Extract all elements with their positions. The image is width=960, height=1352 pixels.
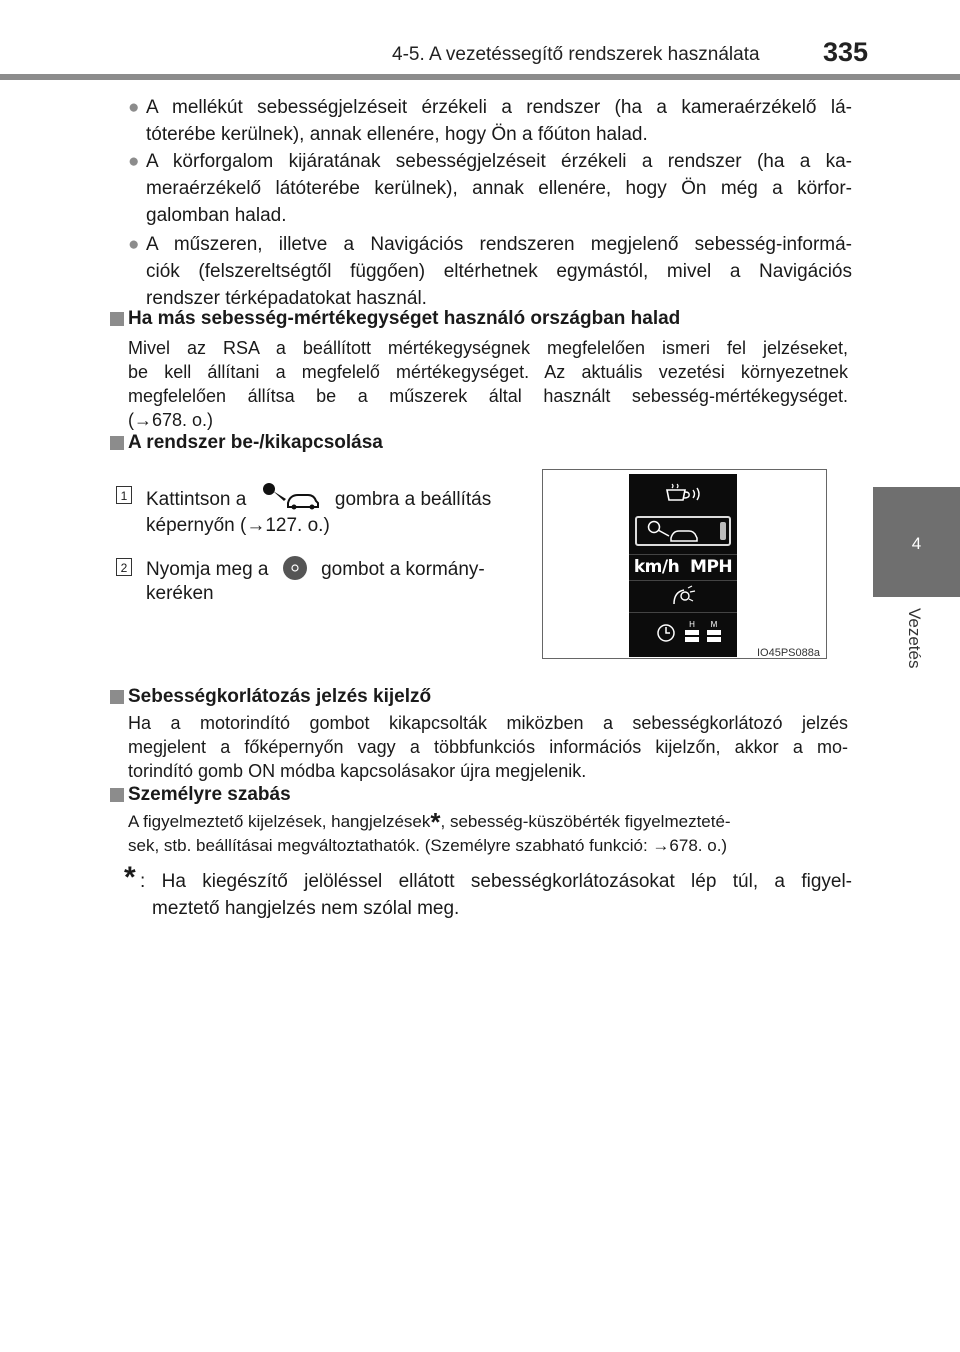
display-divider [629, 554, 737, 555]
step-2-text-after: gombot a kormány- [321, 559, 485, 580]
sensor-settings-icon [629, 584, 737, 613]
settings-button-icon [260, 481, 322, 511]
timer-h-bar [685, 630, 699, 635]
page-number: 335 [823, 37, 869, 67]
bullet-icon: ● [128, 151, 140, 172]
step-number-2: 2 [116, 558, 132, 576]
bullet-2-line: A körforgalom kijáratának sebességjelzéseit érzékeli a rendszer (ha a ka- [146, 151, 852, 172]
display-divider [629, 580, 737, 581]
header-divider [0, 74, 960, 80]
timer-m-bar [707, 630, 721, 635]
step-1-line-1 [146, 481, 491, 513]
instrument-display [629, 474, 737, 657]
step-1-text-before: Kattintson a [146, 489, 247, 510]
bullet-3-line: A műszeren, illetve a Navigációs rendszeren megjelenő sebesség-informá- [146, 234, 852, 255]
custom-line-1-after: , sebesség-küszöbérték figyelmezteté- [440, 812, 731, 831]
heading-onoff: A rendszer be-/kikapcsolása [128, 432, 383, 453]
selection-scrollbar [720, 522, 726, 540]
chapter-name-container [902, 608, 930, 688]
bullet-3-line: ciók (felszereltségtől függően) eltérhetnek egymástól, mivel a Navigációs [146, 261, 852, 282]
bullet-3 [146, 231, 852, 312]
step-number-1: 1 [116, 486, 132, 504]
display-line: Ha a motorindító gombot kikapcsolták miközben a sebességkorlátozó jelzés [128, 713, 848, 733]
bullet-2-line: galomban halad. [146, 205, 287, 226]
step-1-line-2: képernyőn (→127. o.) [146, 515, 330, 536]
bullet-icon: ● [128, 97, 140, 118]
speed-units-label: km/h MPH [633, 557, 733, 577]
bullet-1-line: A mellékút sebességjelzéseit érzékeli a rendszer (ha a kameraérzékelő lá- [146, 97, 852, 118]
footnote-paragraph [140, 868, 852, 922]
bullet-1-line: tóterébe kerülnek), annak ellenére, hogy Ön a főúton halad. [146, 124, 648, 145]
timer-m-bar [707, 637, 721, 642]
step-1-text-after: gombra a beállítás [334, 489, 492, 510]
steering-button-icon [282, 555, 308, 581]
heading-display: Sebességkorlátozás jelzés kijelző [128, 686, 432, 707]
section-marker [110, 690, 124, 704]
bullet-2-line: meraérzékelő látóterébe kerülnek), annak ellenére, hogy Ön még a körfor- [146, 178, 852, 199]
footnote-line: meztető hangjelzés nem szólal meg. [152, 898, 460, 919]
footnote-mark: * [124, 861, 136, 894]
bullet-1 [146, 94, 852, 148]
section-marker [110, 436, 124, 450]
bullet-icon: ● [128, 234, 140, 255]
display-line: megjelent a főképernyőn vagy a többfunkciós információs kijelzőn, akkor a mo- [128, 737, 848, 757]
section-title: 4-5. A vezetéssegítő rendszerek használata [392, 44, 760, 65]
section-marker [110, 312, 124, 326]
timer-m-label: M [710, 620, 718, 629]
display-line: torindító gomb ON módba kapcsolásakor újra megjelenik. [128, 761, 587, 781]
custom-line-2: sek, stb. beállításai megváltoztathatók. (Személyre szabható funkció: →678. o.) [128, 836, 728, 855]
chapter-name: Vezetés [905, 608, 924, 669]
figure-code: IO45PS088a [757, 647, 820, 659]
units-line: megfelelően állítsa be a műszerek által használt sebesség-mértékegységet. [128, 386, 848, 406]
footnote-line: : Ha kiegészítő jelöléssel ellátott sebességkorlátozásokat lép túl, a figyel- [140, 871, 852, 892]
bullet-2 [146, 148, 852, 229]
section-marker [110, 788, 124, 802]
units-line: (→678. o.) [128, 410, 214, 430]
clock-icon [655, 622, 677, 644]
timer-h-label: H [689, 620, 695, 629]
custom-line-1 [128, 807, 848, 837]
bullet-3-line: rendszer térképadatokat használ. [146, 288, 427, 309]
custom-asterisk: * [430, 807, 441, 837]
timer-row [629, 616, 737, 652]
custom-line-1-before: A figyelmeztető kijelzések, hangjelzések [128, 812, 431, 831]
heading-custom: Személyre szabás [128, 784, 291, 805]
step-2-line-2: keréken [146, 583, 214, 604]
custom-paragraph [128, 807, 848, 858]
heading-units: Ha más sebesség-mértékegységet használó országban halad [128, 308, 681, 329]
timer-h-bar [685, 637, 699, 642]
rsa-sign-car-icon [645, 519, 705, 543]
rsa-menu-item[interactable] [635, 516, 731, 546]
chapter-number: 4 [911, 534, 922, 553]
coffee-cup-icon [629, 482, 737, 511]
units-paragraph [128, 336, 848, 432]
units-line: Mivel az RSA a beállított mértékegységnek megfelelően ismeri fel jelzéseket, [128, 338, 848, 358]
display-divider [629, 612, 737, 613]
step-2-line-1 [146, 555, 485, 583]
display-paragraph [128, 711, 848, 783]
units-line: be kell állítani a megfelelő mértékegységet. Az aktuális vezetési környezetnek [128, 362, 848, 382]
step-2-text-before: Nyomja meg a [146, 559, 269, 580]
